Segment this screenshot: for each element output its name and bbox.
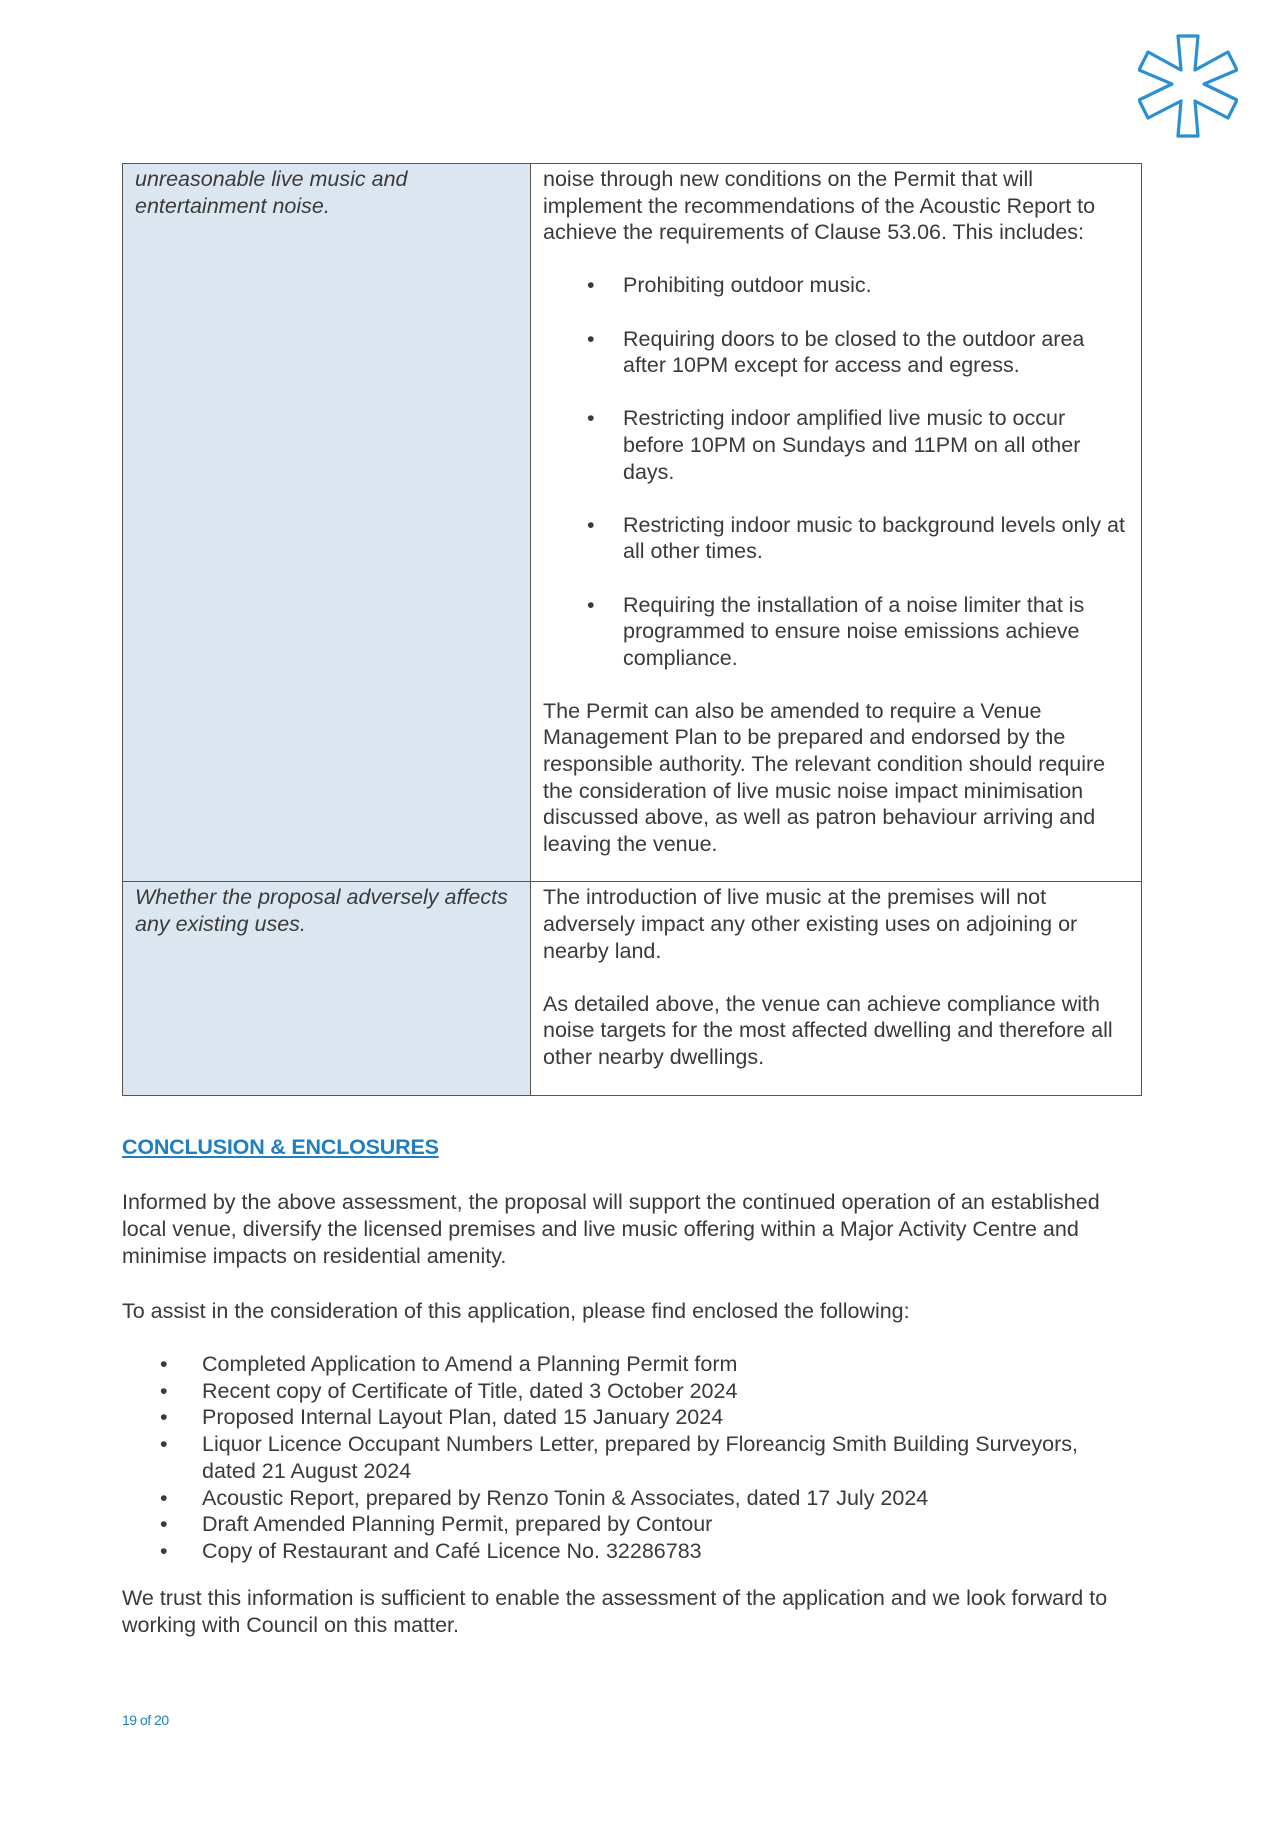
list-item [543, 512, 1129, 565]
bullet-icon: • [587, 406, 595, 431]
response-cell [531, 164, 1142, 882]
list-item-text: Requiring doors to be closed to the outdoor area after 10PM except for access and egress. [623, 326, 1085, 378]
list-item [122, 1538, 1102, 1565]
section-heading: CONCLUSION & ENCLOSURES [122, 1135, 439, 1159]
list-item [543, 405, 1129, 485]
page-number: 19 of 20 [122, 1712, 169, 1728]
list-item-text: Requiring the installation of a noise limiter that is programmed to ensure noise emissions achieve compliance. [623, 592, 1085, 670]
bullet-icon: • [160, 1432, 168, 1457]
bullet-icon: • [160, 1405, 168, 1430]
list-item [122, 1431, 1102, 1484]
conclusion-paragraph: Informed by the above assessment, the proposal will support the continued operation of an established local venue, diversify the licensed premises and live music offering within a Major Activity Centre and minimise impacts on residential amenity. [122, 1190, 1100, 1268]
list-item [122, 1351, 1102, 1378]
list-item-text: Restricting indoor music to background levels only at all other times. [623, 512, 1125, 564]
bullet-icon: • [587, 273, 595, 298]
conditions-list [543, 272, 1129, 671]
response-cell [531, 882, 1142, 1095]
closing-paragraph: We trust this information is sufficient to enable the assessment of the application and we look forward to working with Council on this matter. [122, 1586, 1108, 1637]
criteria-text: unreasonable live music and entertainment noise. [135, 167, 408, 218]
bullet-icon: • [587, 592, 595, 617]
criteria-cell [123, 882, 531, 1095]
list-item-text: Prohibiting outdoor music. [623, 273, 872, 298]
list-item [543, 326, 1129, 379]
list-item-text: Copy of Restaurant and Café Licence No. 32286783 [202, 1538, 702, 1563]
bullet-icon: • [160, 1485, 168, 1510]
list-item [543, 592, 1129, 672]
list-item-text: Draft Amended Planning Permit, prepared by Contour [202, 1512, 713, 1537]
bullet-icon: • [587, 512, 595, 537]
enclosures-intro: To assist in the consideration of this application, please find enclosed the following: [122, 1299, 910, 1323]
list-item-text: Completed Application to Amend a Planning Permit form [202, 1352, 738, 1376]
list-item-text: Liquor Licence Occupant Numbers Letter, prepared by Floreancig Smith Building Surveyors, dated 21 August 2024 [202, 1432, 1078, 1483]
list-item-text: Proposed Internal Layout Plan, dated 15 January 2024 [202, 1405, 724, 1430]
bullet-icon: • [160, 1378, 168, 1403]
criteria-text: Whether the proposal adversely affects any existing uses. [135, 885, 508, 937]
assessment-table [122, 163, 1142, 1096]
response-closing: The Permit can also be amended to require a Venue Management Plan to be prepared and endorsed by the responsible authority. The relevant condition should require the consideration of live music noise impact minimisation discussed above, as well as patron behaviour arriving and leaving the venue. [543, 698, 1106, 856]
table-row [123, 164, 1142, 882]
response-intro: noise through new conditions on the Permit that will implement the recommendations of the Acoustic Report to achieve the requirements of Clause 53.06. This includes: [543, 167, 1096, 245]
list-item-text: Acoustic Report, prepared by Renzo Tonin & Associates, dated 17 July 2024 [202, 1485, 929, 1510]
list-item-text: Restricting indoor amplified live music to occur before 10PM on Sundays and 11PM on all other days. [623, 406, 1081, 484]
list-item [122, 1511, 1102, 1538]
response-paragraph: The introduction of live music at the premises will not adversely impact any other existing uses on adjoining or nearby land. [543, 885, 1078, 963]
list-item [122, 1378, 1102, 1405]
bullet-icon: • [160, 1512, 168, 1537]
list-item-text: Recent copy of Certificate of Title, dated 3 October 2024 [202, 1378, 738, 1403]
list-item [122, 1404, 1102, 1431]
bullet-icon: • [160, 1352, 168, 1376]
list-item [543, 272, 1129, 299]
bullet-icon: • [160, 1538, 168, 1563]
list-item [122, 1485, 1102, 1512]
enclosures-list [122, 1351, 1102, 1565]
criteria-cell [123, 164, 531, 882]
response-paragraph: As detailed above, the venue can achieve compliance with noise targets for the most affected dwelling and therefore all other nearby dwellings. [543, 991, 1113, 1069]
table-row [123, 882, 1142, 1095]
bullet-icon: • [587, 326, 595, 351]
company-logo [1138, 34, 1238, 138]
